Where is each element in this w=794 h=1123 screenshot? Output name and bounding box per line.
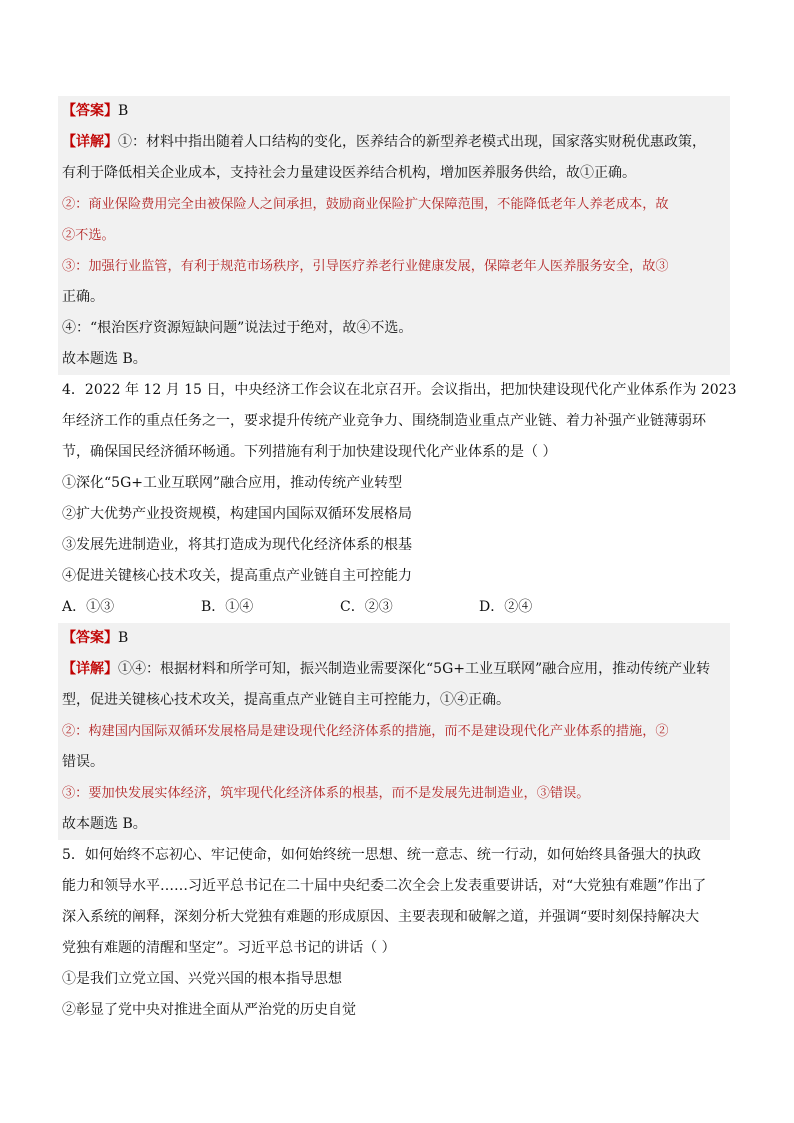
detail-line: 正确。 <box>62 289 104 305</box>
question-stem-line: 5．如何始终不忘初心、牢记使命，如何始终统一思想、统一意志、统一行动，如何始终具备强大的执政 <box>62 847 701 863</box>
option-d: D．②④ <box>479 599 533 615</box>
question-item: ②彰显了党中央对推进全面从严治党的历史自觉 <box>62 1002 356 1018</box>
option-b: B．①④ <box>201 599 254 615</box>
answer-value: B <box>118 630 129 646</box>
answer-block-q4 <box>58 623 730 840</box>
detail-line <box>62 654 726 685</box>
detail-line: ③：加强行业监管，有利于规范市场秩序，引导医疗养老行业健康发展，保障老年人医养服务安全，故③ <box>62 259 669 274</box>
detail-line: 型，促进关键核心技术攻关，提高重点产业链自主可控能力，①④正确。 <box>62 692 510 708</box>
question-item: ①是我们立党立国、兴党兴国的根本指导思想 <box>62 971 342 987</box>
option-c: C．②③ <box>340 599 393 615</box>
question-item: ③发展先进制造业，将其打造成为现代化经济体系的根基 <box>62 537 412 553</box>
detail-line: ②：商业保险费用完全由被保险人之间承担，鼓励商业保险扩大保障范围，不能降低老年人养老成本，故 <box>62 197 669 212</box>
question-stem-line: 深入系统的阐释，深刻分析大党独有难题的形成原因、主要表现和破解之道，并强调“要时刻保持解决大 <box>62 909 700 925</box>
detail-line: ③：要加快发展实体经济，筑牢现代化经济体系的根基，而不是发展先进制造业，③错误。 <box>62 786 590 801</box>
detail-line: 有利于降低相关企业成本，支持社会力量建设医养结合机构，增加医养服务供给，故①正确。 <box>62 165 636 181</box>
question-stem-line: 年经济工作的重点任务之一，要求提升传统产业竞争力、围绕制造业重点产业链、着力补强产业链薄弱环 <box>62 413 706 429</box>
answer-block-q3 <box>58 96 730 375</box>
question-5 <box>62 840 722 1026</box>
detail-line: ②：构建国内国际双循环发展格局是建设现代化经济体系的措施，而不是建设现代化产业体系的措施，② <box>62 724 669 739</box>
answer-label: 【答案】 <box>62 630 118 646</box>
option-a: A．①③ <box>62 599 115 615</box>
detail-label: 【详解】 <box>62 661 118 677</box>
detail-line: ④：“根治医疗资源短缺问题”说法过于绝对，故④不选。 <box>62 320 413 336</box>
detail-line: 故本题选 B。 <box>62 816 147 832</box>
question-stem-line: 4．2022 年 12 月 15 日，中央经济工作会议在北京召开。会议指出，把加快建设现代化产业体系作为 2023 <box>62 382 737 398</box>
detail-text: ①④：根据材料和所学可知，振兴制造业需要深化“5G+工业互联网”融合应用，推动传统产业转 <box>118 661 711 677</box>
question-stem-line: 党独有难题的清醒和坚定”。习近平总书记的讲话（ ） <box>62 940 396 956</box>
question-item: ②扩大优势产业投资规模，构建国内国际双循环发展格局 <box>62 506 412 522</box>
question-4 <box>62 375 737 623</box>
detail-line: 故本题选 B。 <box>62 351 147 367</box>
detail-line: 错误。 <box>62 754 104 770</box>
detail-line: ②不选。 <box>62 228 115 243</box>
answer-line <box>62 623 726 654</box>
detail-label: 【详解】 <box>62 134 118 150</box>
question-stem-line: 节，确保国民经济循环畅通。下列措施有利于加快建设现代化产业体系的是（ ） <box>62 444 557 460</box>
question-item: ④促进关键核心技术攻关，提高重点产业链自主可控能力 <box>62 568 412 584</box>
detail-text: ①：材料中指出随着人口结构的变化，医养结合的新型养老模式出现，国家落实财税优惠政策， <box>118 134 706 150</box>
document-page <box>62 96 737 1026</box>
detail-line <box>62 127 726 158</box>
question-item: ①深化“5G+工业互联网”融合应用，推动传统产业转型 <box>62 475 403 491</box>
answer-value: B <box>118 103 129 119</box>
answer-line <box>62 96 726 127</box>
question-stem-line: 能力和领导水平……习近平总书记在二十届中央纪委二次全会上发表重要讲话，对“大党独有难题”作出了 <box>62 878 707 894</box>
answer-options <box>62 592 722 623</box>
answer-label: 【答案】 <box>62 103 118 119</box>
